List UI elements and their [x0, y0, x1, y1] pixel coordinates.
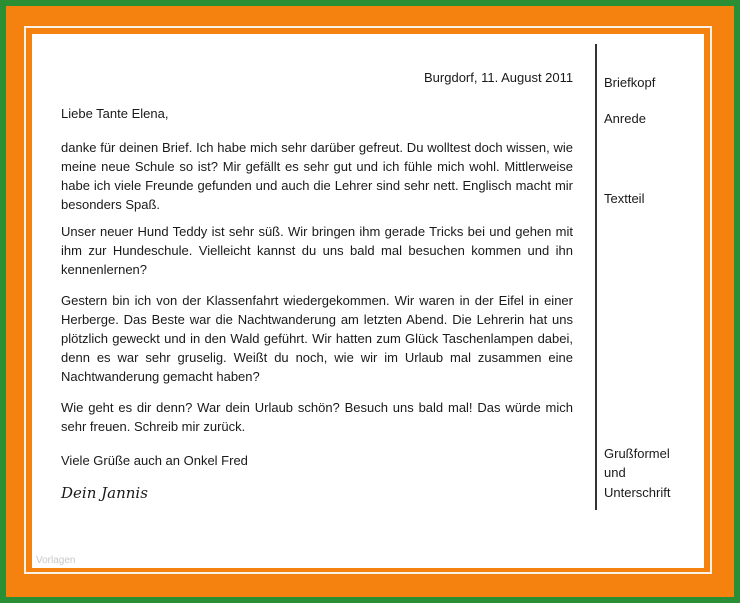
label-grussformel: Grußformel [604, 446, 670, 461]
label-textteil: Textteil [604, 191, 645, 206]
letter-greeting: Liebe Tante Elena, [61, 106, 169, 121]
section-divider-line [595, 44, 597, 510]
letter-date: Burgdorf, 11. August 2011 [424, 70, 574, 85]
letter-signature: Dein Jannis [61, 484, 148, 502]
watermark-text: Vorlagen [36, 555, 76, 566]
letter-paragraph-2: Unser neuer Hund Teddy ist sehr süß. Wir bringen ihm gerade Tricks bei und gehen mit ihm zur Hundeschule. Vielleicht kannst du uns bald mal besuchen kommen und ihn kennenlernen? [61, 224, 573, 277]
letter-paragraph-3: Gestern bin ich von der Klassenfahrt wiedergekommen. Wir waren in der Eifel in einer Herberge. Das Beste war die Nachtwanderung am letzten Abend. Die Lehrerin hat uns plötzlich geweckt und in den Wald geführt. Wir hatten zum Glück Taschenlampen dabei, denn es war sehr gruselig. Weißt du noch, wie wir im Urlaub mal zusammen eine Nachtwanderung gemacht haben? [61, 293, 573, 384]
label-briefkopf: Briefkopf [604, 75, 656, 90]
letter-paragraph-1: danke für deinen Brief. Ich habe mich sehr darüber gefreut. Du wolltest doch wissen, wie meine neue Schule so ist? Mir gefällt es sehr gut und ich fühle mich wohl. Mittlerweise habe ich viele Freunde gefunden und auch die Lehrer sind sehr nett. Englisch macht mir besonders Spaß. [61, 140, 573, 212]
letter-closing: Viele Grüße auch an Onkel Fred [61, 453, 248, 468]
label-anrede: Anrede [604, 111, 646, 126]
letter-paragraph-4: Wie geht es dir denn? War dein Urlaub schön? Besuch uns bald mal! Das würde mich sehr freuen. Schreib mir zurück. [61, 400, 573, 434]
label-und: und [604, 465, 626, 480]
label-unterschrift: Unterschrift [604, 485, 671, 500]
